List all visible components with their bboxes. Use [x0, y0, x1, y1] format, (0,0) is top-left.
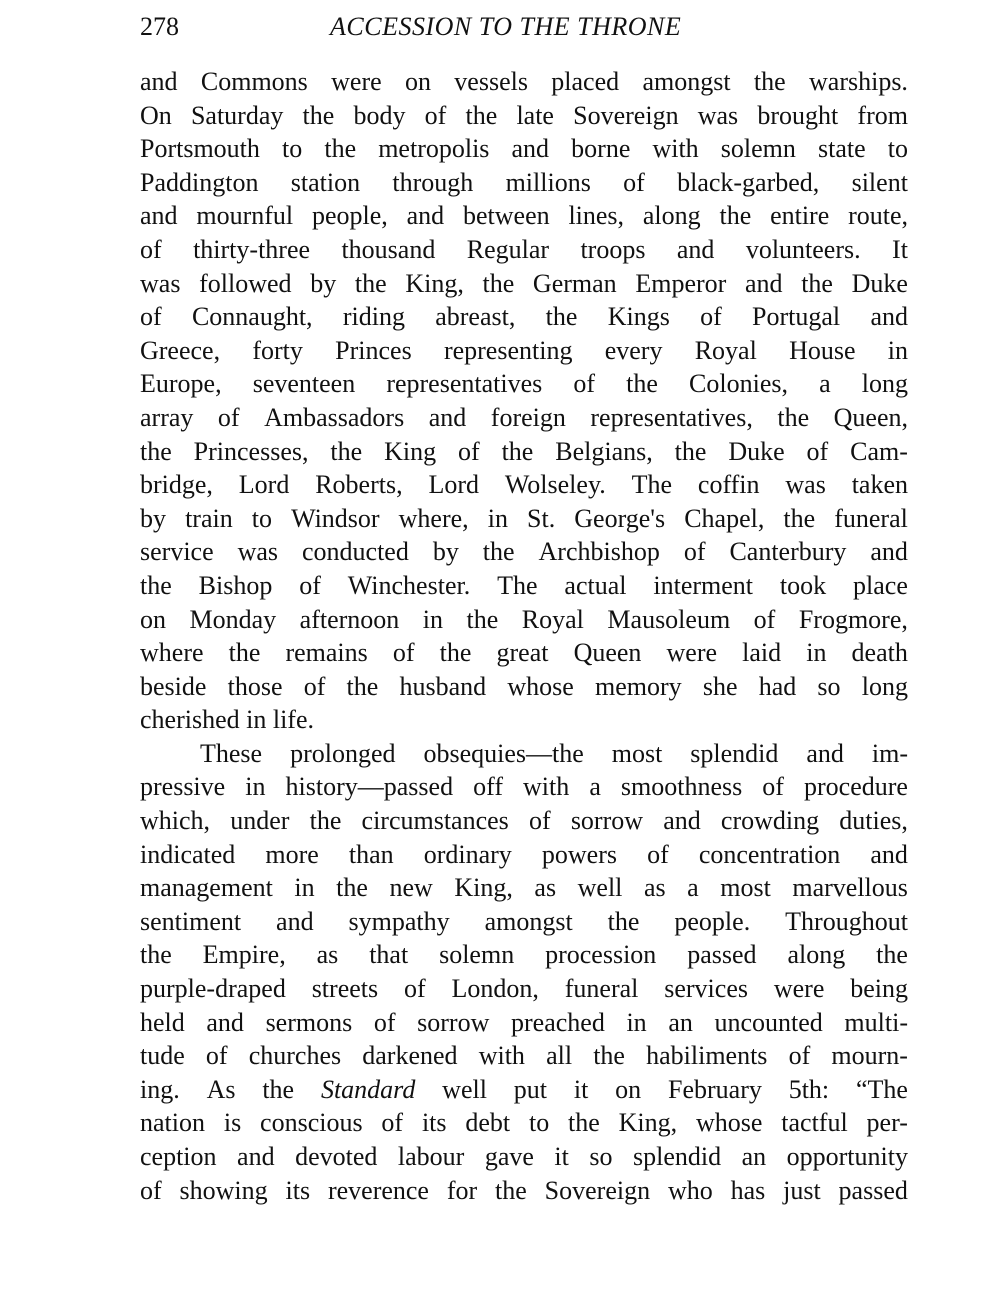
- text-line: Portsmouth to the metropolis and borne with solemn state to: [140, 134, 908, 164]
- text-line: sentiment and sympathy amongst the people. Throughout: [140, 906, 908, 936]
- text-line: of thirty-three thousand Regular troops and volunteers. It: [140, 234, 908, 264]
- text-line: the Princesses, the King of the Belgians, the Duke of Cam-: [140, 436, 908, 466]
- body-text: [140, 65, 908, 1207]
- paragraph-2: [140, 737, 908, 1207]
- text-line: and Commons were on vessels placed amongst the warships.: [140, 67, 908, 96]
- text-line: Europe, seventeen representatives of the Colonies, a long: [140, 369, 908, 399]
- text-line: ception and devoted labour gave it so splendid an opportunity: [140, 1142, 908, 1171]
- text-line: held and sermons of sorrow preached in an uncounted multi-: [140, 1007, 908, 1037]
- text-line: where the remains of the great Queen were laid in death: [140, 638, 908, 668]
- text-line: Paddington station through millions of black-garbed, silent: [140, 167, 908, 197]
- text-line: which, under the circumstances of sorrow and crowding duties,: [140, 806, 908, 836]
- text-line: array of Ambassadors and foreign representatives, the Queen,: [140, 402, 908, 432]
- text-line: the Bishop of Winchester. The actual interment took place: [140, 570, 908, 600]
- text-line: nation is conscious of its debt to the King, whose tactful per-: [140, 1108, 908, 1138]
- text-line: service was conducted by the Archbishop of Canterbury and: [140, 537, 908, 567]
- text-line: the Empire, as that solemn procession passed along the: [140, 940, 908, 970]
- text-line: Greece, forty Princes representing every Royal House in: [140, 335, 908, 365]
- text-line: ing. As the Standard well put it on February 5th: “The: [140, 1073, 908, 1107]
- text-line: pressive in history—passed off with a smoothness of procedure: [140, 772, 908, 802]
- text-line: of showing its reverence for the Sovereign who has just passed: [140, 1175, 908, 1205]
- text-line: tude of churches darkened with all the habiliments of mourn-: [140, 1041, 908, 1071]
- text-line: on Monday afternoon in the Royal Mausoleum of Frogmore,: [140, 604, 908, 634]
- text-line: and mournful people, and between lines, along the entire route,: [140, 201, 908, 231]
- page-number: 278: [140, 12, 179, 41]
- text-line: purple-draped streets of London, funeral services were being: [140, 974, 908, 1004]
- text-line: bridge, Lord Roberts, Lord Wolseley. The coffin was taken: [140, 470, 908, 500]
- text-line: On Saturday the body of the late Sovereign was brought from: [140, 100, 908, 130]
- text-line: cherished in life.: [140, 705, 314, 735]
- text-line: indicated more than ordinary powers of concentration and: [140, 839, 908, 869]
- text-line: by train to Windsor where, in St. George's Chapel, the funeral: [140, 503, 908, 533]
- text-line: was followed by the King, the German Emperor and the Duke: [140, 268, 908, 298]
- text-line: management in the new King, as well as a most marvellous: [140, 873, 908, 903]
- newspaper-title: Standard: [320, 1074, 416, 1104]
- running-title: ACCESSION TO THE THRONE: [330, 12, 682, 41]
- text-line: beside those of the husband whose memory she had so long: [140, 671, 908, 701]
- text-line: of Connaught, riding abreast, the Kings of Portugal and: [140, 302, 908, 332]
- text-line: These prolonged obsequies—the most splendid and im-: [200, 738, 908, 768]
- paragraph-1: [140, 65, 908, 737]
